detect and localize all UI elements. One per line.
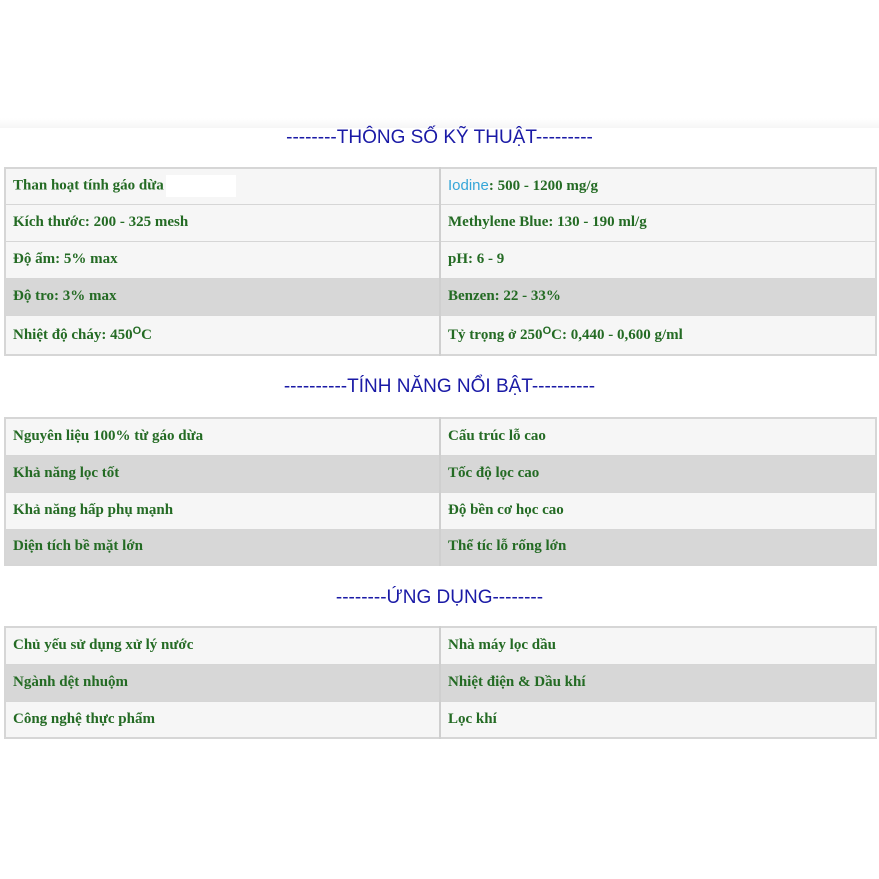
- table-row: [5, 627, 876, 664]
- application-cell: Lọc khí: [440, 701, 876, 738]
- table-row: [5, 315, 876, 355]
- table-row: [5, 278, 876, 315]
- feature-cell: Tốc độ lọc cao: [440, 455, 876, 492]
- applications-section-title: --------ỨNG DỤNG--------: [335, 587, 544, 608]
- spec-ph-cell: pH: 6 - 9: [440, 241, 876, 278]
- application-cell: Nhiệt điện & Dầu khí: [440, 664, 876, 701]
- table-row: [5, 241, 876, 278]
- spec-iodine-value: : 500 - 1200 mg/g: [488, 178, 599, 195]
- table-row: [5, 664, 876, 701]
- spec-iodine-cell: [440, 168, 876, 204]
- spec-moisture-cell: Độ ẩm: 5% max: [5, 241, 440, 278]
- spec-size-cell: Kích thước: 200 - 325 mesh: [5, 204, 440, 241]
- spec-density-value: C: 0,440 - 0,600 g/ml: [551, 327, 683, 344]
- table-row: [5, 529, 876, 565]
- degree-sup: O: [542, 325, 552, 338]
- spec-material-text: Than hoạt tính gáo dừa: [13, 177, 164, 194]
- spec-methylene-cell: Methylene Blue: 130 - 190 ml/g: [440, 204, 876, 241]
- spec-density-text: Tỷ trọng ở 250: [448, 327, 543, 344]
- features-table: [4, 417, 877, 566]
- table-row: [5, 204, 876, 241]
- degree-sup: O: [132, 325, 142, 338]
- feature-cell: Khả năng lọc tốt: [5, 455, 440, 492]
- application-cell: Ngành dệt nhuộm: [5, 664, 440, 701]
- features-section-title: ----------TÍNH NĂNG NỔI BẬT----------: [283, 376, 596, 397]
- table-row: [5, 455, 876, 492]
- applications-table: [4, 626, 877, 739]
- redacted-box: [166, 175, 236, 197]
- table-row: [5, 168, 876, 204]
- application-cell: Công nghệ thực phẩm: [5, 701, 440, 738]
- iodine-link[interactable]: Iodine: [448, 177, 489, 195]
- feature-cell: Khả năng hấp phụ mạnh: [5, 492, 440, 529]
- feature-cell: Thể tíc lỗ rống lớn: [440, 529, 876, 565]
- spec-ignition-cell: [5, 315, 440, 355]
- spec-ignition-unit: C: [141, 327, 152, 344]
- specs-table: [4, 167, 877, 356]
- application-cell: Nhà máy lọc dầu: [440, 627, 876, 664]
- spec-benzen-cell: Benzen: 22 - 33%: [440, 278, 876, 315]
- feature-cell: Cấu trúc lỗ cao: [440, 418, 876, 455]
- spec-ignition-text: Nhiệt độ cháy: 450: [13, 327, 133, 344]
- table-row: [5, 492, 876, 529]
- specs-section-title: --------THÔNG SỐ KỸ THUẬT---------: [286, 127, 593, 148]
- spec-material-cell: [5, 168, 440, 204]
- feature-cell: Diện tích bề mặt lớn: [5, 529, 440, 565]
- application-cell: Chủ yếu sử dụng xử lý nước: [5, 627, 440, 664]
- spec-density-cell: [440, 315, 876, 355]
- feature-cell: Nguyên liệu 100% từ gáo dừa: [5, 418, 440, 455]
- feature-cell: Độ bền cơ học cao: [440, 492, 876, 529]
- table-row: [5, 418, 876, 455]
- spec-ash-cell: Độ tro: 3% max: [5, 278, 440, 315]
- table-row: [5, 701, 876, 738]
